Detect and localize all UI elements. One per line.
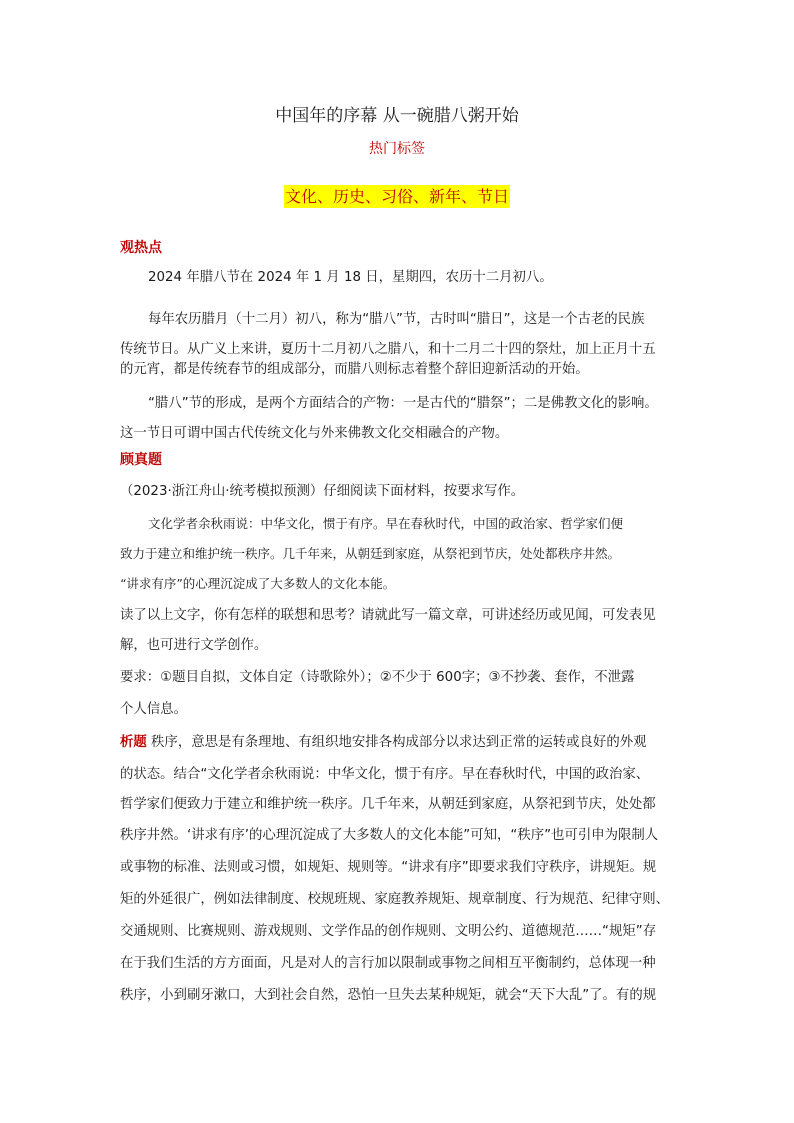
quote-line: 文化学者余秋雨说：中华文化，惯于有序。早在春秋时代，中国的政治家、哲学家们便 xyxy=(148,516,624,531)
analysis-first-line xyxy=(120,733,647,753)
paragraph-line: 解，也可进行文学创作。 xyxy=(120,638,268,653)
paragraph-line: 秩序，意思是有条理地、有组织地安排各构成部分以求达到正常的运转或良好的外观 xyxy=(151,735,647,750)
section-heading-analysis: 析题 xyxy=(120,735,147,750)
paragraph-line: 或事物的标准、法则或习惯，如规矩、规则等。“讲求有序”即要求我们守秩序，讲规矩。规 xyxy=(120,860,657,875)
paragraph-line: 秩序井然。‘讲求有序’的心理沉淀成了大多数人的文化本能”可知，“秩序”也可引申为限制人 xyxy=(120,828,659,843)
section-heading-hotspot: 观热点 xyxy=(120,240,162,256)
paragraph-line: 的状态。结合“文化学者余秋雨说：中华文化，惯于有序。早在春秋时代，中国的政治家、 xyxy=(120,767,650,782)
paragraph-line: 的元宵，都是传统春节的组成部分，而腊八则标志着整个辞旧迎新活动的开始。 xyxy=(120,362,589,377)
paragraph-line: 2024 年腊八节在 2024 年 1 月 18 日，星期四，农历十二月初八。 xyxy=(148,270,553,285)
paragraph-line: 矩的外延很广，例如法律制度、校规班规、家庭教养规矩、规章制度、行为规范、纪律守则、 xyxy=(120,892,670,907)
paragraph-line: 在于我们生活的方方面面，凡是对人的言行加以限制或事物之间相互平衡制约，总体现一种 xyxy=(120,956,656,971)
paragraph-line: 交通规则、比赛规则、游戏规则、文学作品的创作规则、文明公约、道德规范……“规矩”存 xyxy=(120,924,657,939)
requirement-line: 要求：①题目自拟，文体自定（诗歌除外）；②不少于 600字；③不抄袭、套作，不泄露 xyxy=(120,670,635,685)
paragraph-line: 传统节日。从广义上来讲，夏历十二月初八之腊八，和十二月二十四的祭灶，加上正月十五 xyxy=(120,342,656,357)
paragraph-line: “腊八”节的形成，是两个方面结合的产物：一是古代的“腊祭”；二是佛教文化的影响。 xyxy=(148,396,658,411)
paragraph-line: 读了以上文字，你有怎样的联想和思考？请就此写一篇文章，可讲述经历或见闻，可发表见 xyxy=(120,608,656,623)
quote-line: “讲求有序”的心理沉淀成了大多数人的文化本能。 xyxy=(120,576,396,591)
exam-source-line: （2023·浙江舟山·统考模拟预测）仔细阅读下面材料，按要求写作。 xyxy=(120,484,525,499)
page-subtitle: 热门标签 xyxy=(369,141,425,157)
paragraph-line: 哲学家们便致力于建立和维护统一秩序。几千年来，从朝廷到家庭，从祭祀到节庆，处处都 xyxy=(120,797,656,812)
page-title: 中国年的序幕 从一碗腊八粥开始 xyxy=(275,106,519,126)
paragraph-line: 每年农历腊月（十二月）初八，称为“腊八”节，古时叫“腊日”，这是一个古老的民族 xyxy=(148,312,645,327)
paragraph-line: 这一节日可谓中国古代传统文化与外来佛教文化交相融合的产物。 xyxy=(120,426,509,441)
tag-line xyxy=(0,186,794,208)
requirement-line: 个人信息。 xyxy=(120,702,187,717)
section-heading-exam: 顾真题 xyxy=(120,452,162,468)
tag-list: 文化、历史、习俗、新年、节日 xyxy=(284,187,509,206)
paragraph-line: 秩序，小到刷牙漱口，大到社会自然，恐怕一旦失去某种规矩，就会“天下大乱”了。有的规 xyxy=(120,988,657,1003)
quote-line: 致力于建立和维护统一秩序。几千年来，从朝廷到家庭，从祭祀到节庆，处处都秩序井然。 xyxy=(120,546,621,561)
